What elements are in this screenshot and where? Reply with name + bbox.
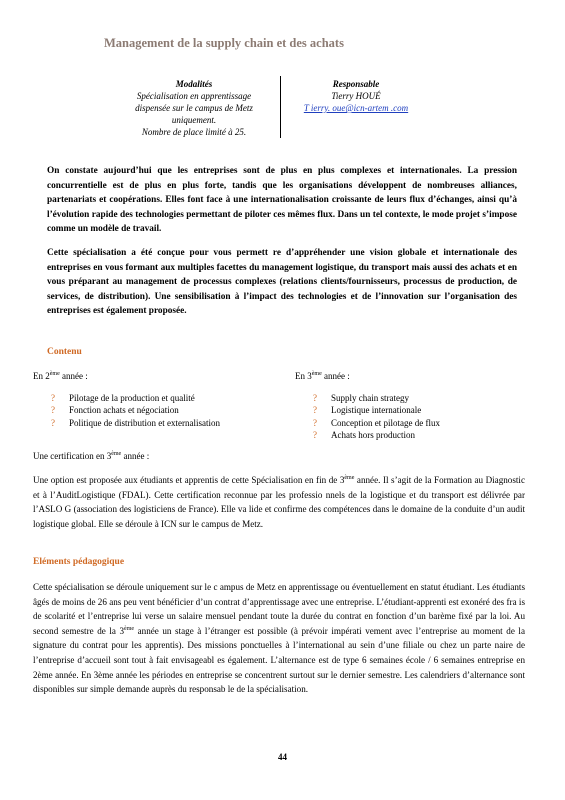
modalites-line: uniquement. [171,115,217,125]
year2-heading: En 2ème année : [33,371,88,381]
contenu-heading: Contenu [47,347,82,357]
responsable-block [292,78,420,114]
list-item: ? Logistique internationale [313,405,422,416]
list-item: ? Fonction achats et négociation [51,405,179,416]
bullet-marker: ? [313,417,317,428]
bullet-marker: ? [313,405,317,416]
bullet-marker: ? [51,405,55,416]
modalites-block [118,78,270,138]
modalites-line: Nombre de place limité à 25. [141,127,247,137]
page-number: 44 [278,752,287,762]
certification-heading: Une certification en 3ème année : [33,451,150,461]
list-item: ? Achats hors production [313,429,415,440]
responsable-email-link[interactable]: T ierry. oue@icn-artem .com [303,103,409,113]
page-title: Management de la supply chain et des achats [104,36,344,50]
list-item: ? Conception et pilotage de flux [313,417,440,428]
bullet-marker: ? [313,393,317,404]
modalites-heading: Modalités [175,79,213,89]
bullet-marker: ? [313,429,317,440]
year3-column [295,370,440,441]
list-item: ? Pilotage de la production et qualité [51,393,195,404]
responsable-heading: Responsable [332,79,380,89]
certification-paragraph: Une option est proposée aux étudiants et apprentis de cette Spécialisation en fin de 3ème année. Il s’agit de la Formation au Diagnostic et à l’AuditLogistique (FDAL). Cette certification reconnue par les professio nnels de la logistique et du transport est délivrée par l’ASLO G (association des logisticiens de France). Elle va lide et confirme des compétences dans le domaine de la conduite d’un audit logistique global. Elle se déroule à ICN sur le campus de Metz. [33,474,525,529]
bullet-marker: ? [51,417,55,428]
responsable-name: Tierry HOUÉ [331,91,381,101]
modalites-line: dispensée sur le campus de Metz [135,103,253,113]
list-item: ? Supply chain strategy [313,393,409,404]
pedago-heading: Eléments pédagogique [33,557,125,567]
pedago-paragraph: Cette spécialisation se déroule uniquement sur le c ampus de Metz en apprentissage ou éventuellement en statut étudiant. Les étudiants âgés de moins de 26 ans peu vent bénéficier d’un contrat d’apprentissage avec une entreprise. L’étudiant-apprenti est exonéré des fra is de scolarité et l’entreprise lui verse un salaire mensuel pendant toute la durée du contrat en fonction d’un barème fixé par la loi. Au second semestre de la 3ème année un stage à l’étranger est possible (à prévoir impérati vement avec l’entreprise au moment de la signature du contrat pour les apprentis). Des missions ponctuelles à l’international au sein d’une filiale ou chez un parte naire de l’entreprise d’accueil sont tout à fait envisageabl es également. L’alternance est de type 6 semaines école / 6 semaines entreprise en 2ème année. En 3ème année les périodes en entreprise se concentrent surtout sur le dernier semestre. Les calendriers d’alternance sont disponibles sur simple demande auprès du responsab le de la spécialisation. [33,582,525,695]
intro-paragraph-1: On constate aujourd’hui que les entreprises sont de plus en plus complexes et internationales. La pression concurrentielle est de plus en plus forte, tandis que les organisations développent de nombreuses alliances, partenariats et coopérations. Elles font face à une internationalisation croissante de leurs flux d’échanges, ainsi qu’à l’évolution rapide des technologies permettant de piloter ces mêmes flux. Dans un tel contexte, le mode projet s’impose comme un modèle de travail. [47,166,517,234]
column-divider [280,76,281,138]
year3-heading: En 3ème année : [295,371,350,381]
year2-column [33,370,220,429]
list-item: ? Politique de distribution et externalisation [51,417,220,428]
intro-paragraph-2: Cette spécialisation a été conçue pour vous permett re d’appréhender une vision globale et internationale des entreprises en vous formant aux multiples facettes du management logistique, du transport mais aussi des achats et en vous préparant au management de processus complexes (relations clients/fournisseurs, processus de production, de services, de distribution). Une sensibilisation à l’impact des technologies et de l’innovation sur l’organisation des entreprises est également proposée. [47,248,517,316]
bullet-marker: ? [51,393,55,404]
modalites-line: Spécialisation en apprentissage [136,91,252,101]
